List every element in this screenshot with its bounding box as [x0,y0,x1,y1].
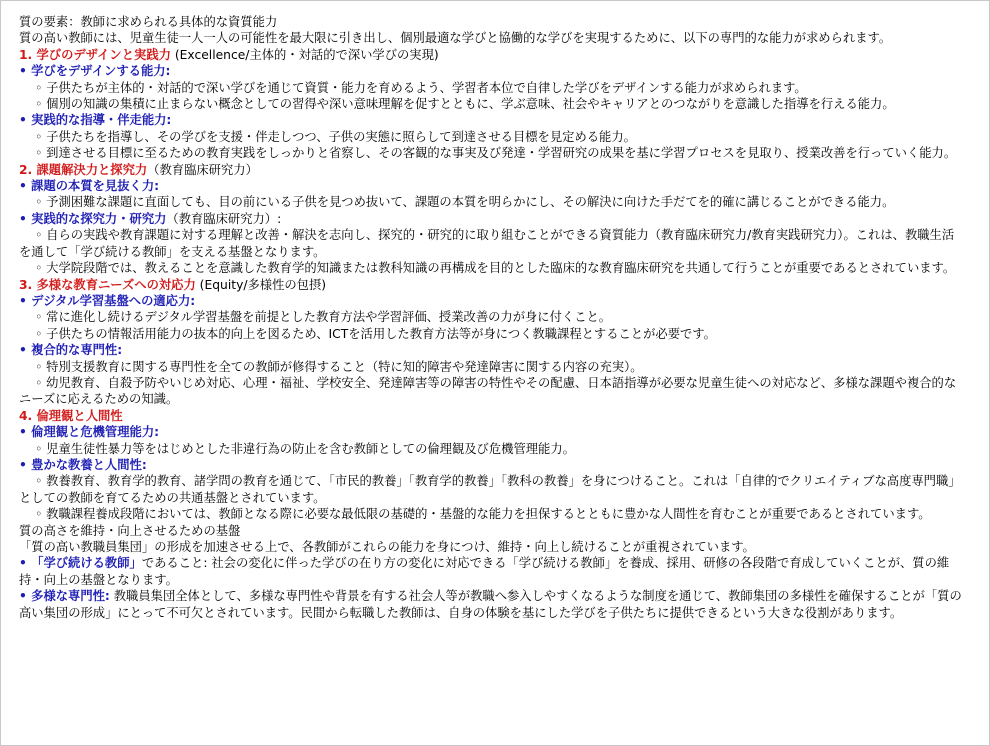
section-2-heading [19,162,965,178]
section-2b-heading [19,211,965,227]
section-3a-item-2: ◦ 子供たちの情報活用能力の抜本的向上を図るため、ICTを活用した教育方法等が身につく教職課程とすることが必要です。 [35,326,716,341]
section-3-heading [19,277,965,293]
section-4a-item-1: ◦ 児童生徒性暴力等をはじめとした非違行為の防止を含む教師としての倫理観及び危機管理能力。 [35,441,575,456]
section-2a-item-1: ◦ 予測困難な課題に直面しても、目の前にいる子供を見つめ抜いて、課題の本質を明らかにし、その解決に向けた手だてを的確に講じることができる能力。 [35,195,895,210]
section-1-title: 1. 学びのデザインと実践力 [19,47,171,62]
section-4b-heading: • 豊かな教養と人間性: [19,457,147,472]
section-1-note: (Excellence/主体的・対話的で深い学びの実現) [170,47,439,62]
quality-heading: 質の高さを維持・向上させるための基盤 [19,523,241,538]
section-3b-heading: • 複合的な専門性: [19,343,123,358]
quality-point-2-label: • 多様な専門性: [19,589,110,604]
quality-point-1 [19,555,965,588]
section-2-title: 2. 課題解決力と探究力 [19,162,148,177]
section-2a-heading: • 課題の本質を見抜く力: [19,179,160,194]
section-1b-heading: • 実践的な指導・伴走能力: [19,113,172,128]
quality-point-2 [19,588,965,621]
section-2b-item-2: ◦ 大学院段階では、教えることを意識した教育学的知識または教科知識の再構成を目的とした臨床的な教育臨床研究を共通して行うことが重要であるとされています。 [35,261,956,276]
section-1a-heading: • 学びをデザインする能力: [19,64,171,79]
quality-point-1-text: であること: 社会の変化に伴った学びの在り方の変化に対応できる「学び続ける教師」を養成、採用、研修の各段階で育成していくことが、質の維持・向上の基盤となります。 [19,556,950,587]
section-2b-title: • 実践的な探究力・研究力 [19,211,167,226]
section-1b-item-1: ◦ 子供たちを指導し、その学びを支援・伴走しつつ、子供の実態に照らして到達させる目標を見定める能力。 [35,129,636,144]
section-2-note: （教育臨床研究力） [147,162,258,177]
section-4a-heading: • 倫理観と危機管理能力: [19,425,160,440]
section-3a-item-1: ◦ 常に進化し続けるデジタル学習基盤を前提とした教育方法や学習評価、授業改善の力が身に付くこと。 [35,310,612,325]
section-3a-heading: • デジタル学習基盤への適応力: [19,293,196,308]
section-4b-item-2: ◦ 教職課程養成段階においては、教師となる際に必要な最低限の基礎的・基盤的な能力を担保するとともに豊かな人間性を育むことが重要であるとされています。 [35,507,931,522]
section-2b-item-1: ◦ 自らの実践や教育課題に対する理解と改善・解決を志向し、探究的・研究的に取り組むことができる資質能力（教育臨床研究力/教育実践研究力）。これは、教職生活を通して「学び続ける教師」を支える基盤となります。 [19,228,955,259]
section-4b-item-1: ◦ 教養教育、教育学的教育、諸学問の教育を通じて、「市民的教養」「教育学的教養」「教科の教養」を身につけること。これは「自律的でクリエイティブな高度専門職」としての教師を育てるための共通基盤とされています。 [19,474,961,505]
section-1b-item-2: ◦ 到達させる目標に至るための教育実践をしっかりと省察し、その客観的な事実及び発達・学習研究の成果を基に学習プロセスを見取り、授業改善を行っていく能力。 [35,146,957,161]
page-title: 質の要素：教師に求められる具体的な資質能力 [19,15,278,29]
intro-paragraph: 質の高い教師には、児童生徒一人一人の可能性を最大限に引き出し、個別最適な学びと協働的な学びを実現するために、以下の専門的な能力が求められます。 [19,31,892,46]
section-3b-item-1: ◦ 特別支援教育に関する専門性を全ての教師が修得すること（特に知的障害や発達障害に関する内容の充実）。 [35,359,643,374]
section-1a-item-1: ◦ 子供たちが主体的・対話的で深い学びを通じて資質・能力を育めるよう、学習者本位で自律した学びをデザインする能力が求められます。 [35,80,807,95]
section-1-heading [19,47,965,63]
quality-point-1-label: • 「学び続ける教師」 [19,556,142,571]
section-3b-item-2: ◦ 幼児教育、自殺予防やいじめ対応、心理・福祉、学校安全、発達障害等の障害の特性やその配慮、日本語指導が必要な児童生徒への対応など、多様な課題や複合的なニーズに応えるための知識。 [19,375,957,407]
section-1a-item-2: ◦ 個別の知識の集積に止まらない概念としての習得や深い意味理解を促すとともに、学ぶ意味、社会やキャリアとのつながりを意識した指導を行える能力。 [35,97,895,112]
section-2b-note: （教育臨床研究力）: [166,211,282,226]
section-3-title: 3. 多様な教育ニーズへの対応力 [19,277,196,292]
document-body [19,14,965,621]
quality-intro: 「質の高い教職員集団」の形成を加速させる上で、各教師がこれらの能力を身につけ、維持・向上し続けることが重視されています。 [19,540,755,554]
quality-point-2-text: 教職員集団全体として、多様な専門性や背景を有する社会人等が教職へ参入しやすくなるような制度を通じて、教師集団の多様性を確保することが「質の高い集団の形成」にとって不可欠とされています。民間から転職した教師は、自身の体験を基にした学びを子供たちに提供できるという大きな役割があります。 [19,589,962,620]
section-4-heading: 4. 倫理観と人間性 [19,408,123,423]
section-3-note: (Equity/多様性の包摂) [195,277,327,292]
